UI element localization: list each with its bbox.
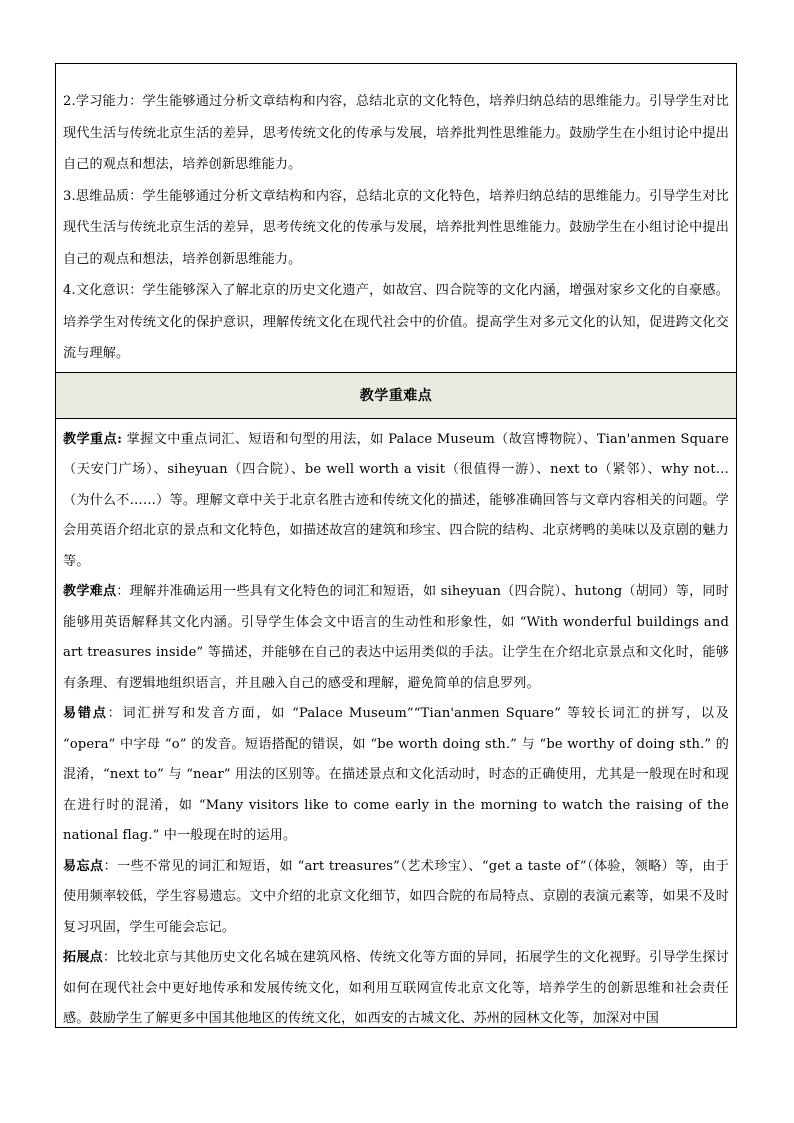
cultural-awareness-paragraph: 4.文化意识：学生能够深入了解北京的历史文化遗产，如故宫、四合院等的文化内涵，增强对家乡文化的自豪感。培养学生对传统文化的保护意识，理解传统文化在现代社会中的价值。提高学生对多元文化的认知，促进跨文化交流与理解。 <box>63 283 729 361</box>
core-competencies-cell <box>56 64 736 373</box>
easy-forget-label: 易忘点 <box>63 858 104 874</box>
section-header <box>56 373 736 419</box>
lesson-plan-table <box>55 63 737 1028</box>
error-prone-text: ：词汇拼写和发音方面，如 “Palace Museum”“Tian'anmen Square” 等较长词汇的拼写，以及 “opera” 中字母 “o” 的发音。短语搭配的错误，如 “be worth doing sth.” 与 “be worthy of doing sth.” 的混淆，“next to” 与 “near” 用法的区别等。在描述景点和文化活动时，时态的正确使用，尤其是一般现在时和现在进行时的混淆，如 “Many visitors like to come early in the morning to watch the raising of the national flag.” 中一般现在时的运用。 <box>63 706 730 843</box>
section-title: 教学重难点 <box>359 388 433 404</box>
error-prone-paragraph <box>63 699 729 852</box>
key-points-paragraph <box>63 425 729 578</box>
extension-label: 拓展点 <box>63 950 103 965</box>
key-difficult-points-cell <box>56 419 736 1027</box>
extension-paragraph <box>63 943 729 1027</box>
error-prone-label: 易错点 <box>63 706 108 721</box>
learning-ability-paragraph: 2.学习能力：学生能够通过分析文章结构和内容，总结北京的文化特色，培养归纳总结的思维能力。引导学生对比现代生活与传统北京生活的差异，思考传统文化的传承与发展，培养批判性思维能力。鼓励学生在小组讨论中提出自己的观点和想法，培养创新思维能力。 <box>63 94 729 172</box>
difficult-points-label: 教学难点 <box>63 584 117 599</box>
easy-forget-text: ：一些不常见的词汇和短语，如 “art treasures”（艺术珍宝）、“get a taste of”（体验，领略）等，由于使用频率较低，学生容易遗忘。文中介绍的北京文化细节，如四合院的布局特点、京剧的表演元素等，如果不及时复习巩固，学生可能会忘记。 <box>63 858 729 935</box>
key-points-text: 掌握文中重点词汇、短语和句型的用法，如 Palace Museum（故宫博物院）、Tian'anmen Square（天安门广场）、siheyuan（四合院）、be well worth a visit（很值得一游）、next to（紧邻）、why not…（为什么不……）等。理解文章中关于北京名胜古迹和传统文化的描述，能够准确回答与文章内容相关的问题。学会用英语介绍北京的景点和文化特色，如描述故宫的建筑和珍宝、四合院的结构、北京烤鸭的美味以及京剧的魅力等。 <box>63 431 730 569</box>
difficult-points-text: ：理解并准确运用一些具有文化特色的词汇和短语，如 siheyuan（四合院）、hutong（胡同）等，同时能够用英语解释其文化内涵。引导学生体会文中语言的生动性和形象性，如 “With wonderful buildings and art treasures inside” 等描述，并能够在自己的表达中运用类似的手法。让学生在介绍北京景点和文化时，能够有条理、有逻辑地组织语言，并且融入自己的感受和理解，避免简单的信息罗列。 <box>63 584 730 691</box>
difficult-points-paragraph <box>63 577 729 699</box>
key-points-label: 教学重点: <box>63 431 123 447</box>
thinking-quality-paragraph: 3.思维品质：学生能够通过分析文章结构和内容，总结北京的文化特色，培养归纳总结的思维能力。引导学生对比现代生活与传统北京生活的差异，思考传统文化的传承与发展，培养批判性思维能力。鼓励学生在小组讨论中提出自己的观点和想法，培养创新思维能力。 <box>63 188 729 267</box>
extension-text: ：比较北京与其他历史文化名城在建筑风格、传统文化等方面的异同，拓展学生的文化视野。引导学生探讨如何在现代社会中更好地传承和发展传统文化，如利用互联网宣传北京文化等，培养学生的创新思维和社会责任感。鼓励学生了解更多中国其他地区的传统文化，如西安的古城文化、苏州的园林文化等，加深对中国 <box>63 950 729 1026</box>
easy-forget-paragraph <box>63 852 729 944</box>
